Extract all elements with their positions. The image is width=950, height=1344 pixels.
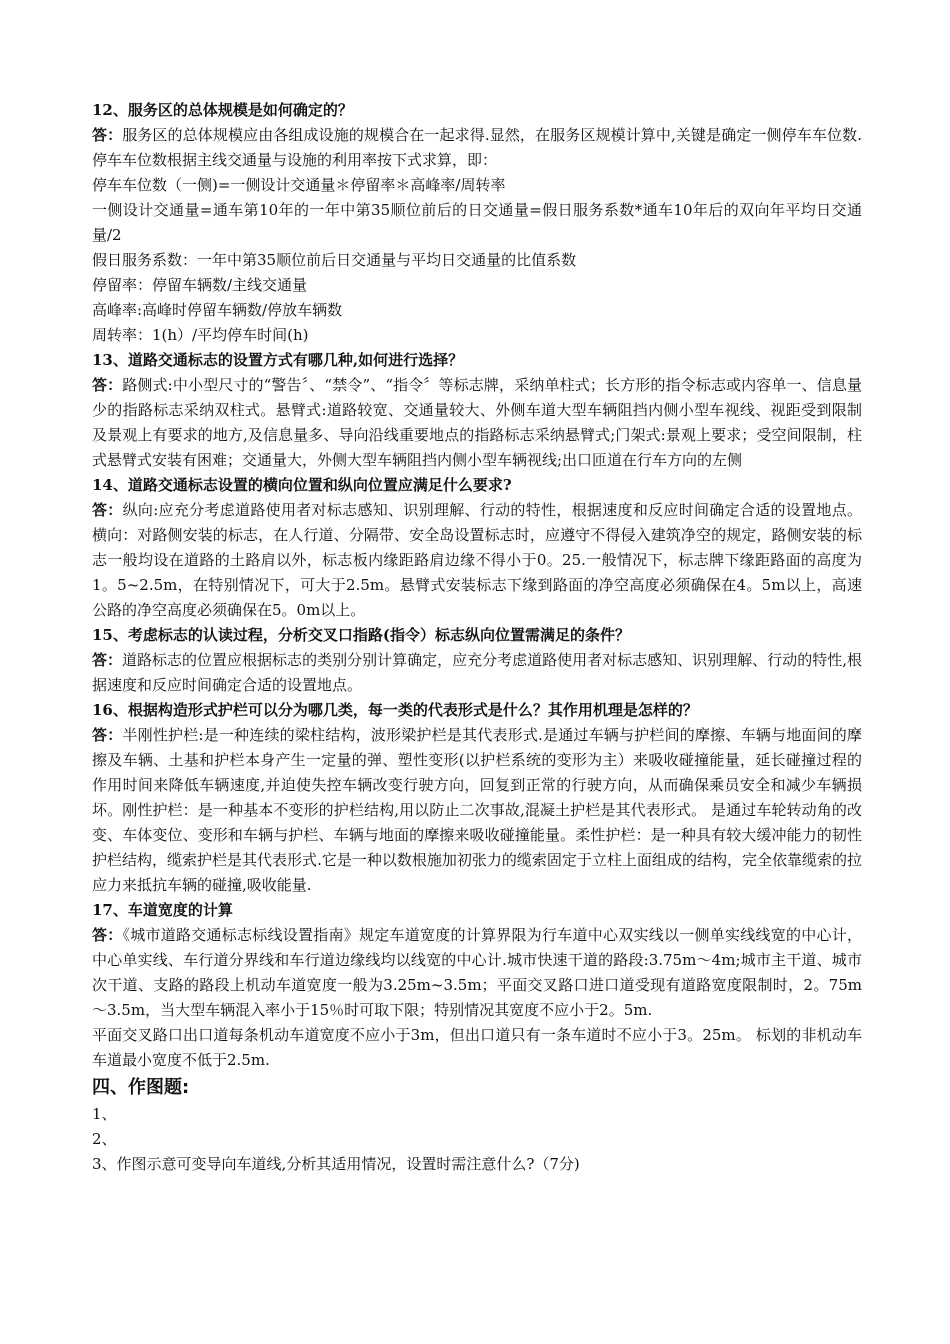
answer-label: 答： <box>92 126 123 144</box>
document-body <box>92 98 862 1177</box>
question-17-title: 17、车道宽度的计算 <box>92 901 233 919</box>
answer-label: 答： <box>92 926 123 944</box>
formula-line: 停车车位数（一侧)=一侧设计交通量＊停留率＊高峰率/周转率 <box>92 176 506 194</box>
drawing-item: 1、 <box>92 1105 117 1123</box>
formula-line: 周转率：1(h）/平均停车时间(h) <box>92 326 309 344</box>
answer-15-text: 道路标志的位置应根据标志的类别分别计算确定，应充分考虑道路使用者对标志感知、识别理解、行动的特性,根据速度和反应时间确定合适的设置地点。 <box>92 651 862 694</box>
answer-label: 答： <box>92 726 123 744</box>
question-14-title: 14、道路交通标志设置的横向位置和纵向位置应满足什么要求? <box>92 476 512 494</box>
formula-line: 假日服务系数：一年中第35顺位前后日交通量与平均日交通量的比值系数 <box>92 251 577 269</box>
answer-17 <box>92 923 862 1023</box>
section-4-heading: 四、作图题: <box>92 1077 190 1098</box>
question-15-title: 15、考虑标志的认读过程，分析交叉口指路(指令）标志纵向位置需满足的条件？ <box>92 626 630 644</box>
drawing-item: 2、 <box>92 1130 117 1148</box>
answer-12-text: 服务区的总体规模应由各组成设施的规模合在一起求得.显然，在服务区规模计算中,关键是确定一侧停车车位数.停车车位数根据主线交通量与设施的利用率按下式求算，即： <box>92 126 862 169</box>
answer-13-text: 路侧式:中小型尺寸的“警告〞、“禁令”、“指令〞等标志牌，采纳单柱式；长方形的指令标志或内容单一、信息量少的指路标志采纳双柱式。悬臂式:道路较宽、交通量较大、外侧车道大型车辆阻挡内侧小型车视线、视距受到限制及景观上有要求的地方,及信息量多、导向沿线重要地点的指路标志采纳悬臂式;门架式:景观上要求；受空间限制，柱式悬臂式安装有困难；交通量大，外侧大型车辆阻挡内侧小型车辆视线;出口匝道在行车方向的左侧 <box>92 376 862 469</box>
answer-16 <box>92 723 862 898</box>
formula-line: 高峰率:高峰时停留车辆数/停放车辆数 <box>92 301 343 319</box>
question-16-title: 16、根据构造形式护栏可以分为哪几类，每一类的代表形式是什么？其作用机理是怎样的？ <box>92 701 698 719</box>
answer-16-text: 半刚性护栏:是一种连续的梁柱结构，波形梁护栏是其代表形式.是通过车辆与护栏间的摩擦、车辆与地面间的摩擦及车辆、土基和护栏本身产生一定量的弹、塑性变形(以护栏系统的变形为主）来吸收碰撞能量，延长碰撞过程的作用时间来降低车辆速度,并迫使失控车辆改变行驶方向，回复到正常的行驶方向，从而确保乘员安全和减少车辆损坏。刚性护栏：是一种基本不变形的护栏结构,用以防止二次事故,混凝土护栏是其代表形式。 是通过车轮转动角的改变、车体变位、变形和车辆与护栏、车辆与地面的摩擦来吸收碰撞能量。柔性护栏：是一种具有较大缓冲能力的韧性护栏结构，缆索护栏是其代表形式.它是一种以数根施加初张力的缆索固定于立柱上面组成的结构，完全依靠缆索的拉应力来抵抗车辆的碰撞,吸收能量. <box>92 726 862 894</box>
answer-17-extra: 平面交叉路口出口道每条机动车道宽度不应小于3m，但出口道只有一条车道时不应小于3。25m。 标划的非机动车车道最小宽度不低于2.5m. <box>92 1026 862 1069</box>
answer-14-text: 纵向:应充分考虑道路使用者对标志感知、识别理解、行动的特性，根据速度和反应时间确定合适的设置地点。横向：对路侧安装的标志，在人行道、分隔带、安全岛设置标志时，应遵守不得侵入建筑净空的规定，路侧安装的标志一般均设在道路的土路肩以外，标志板内缘距路肩边缘不得小于0。25.一般情况下，标志牌下缘距路面的高度为1。5~2.5m，在特别情况下，可大于2.5m。悬臂式安装标志下缘到路面的净空高度必须确保在4。5m以上，高速公路的净空高度必须确保在5。0m以上。 <box>92 501 862 619</box>
formula-line: 一侧设计交通量=通车第10年的一年中第35顺位前后的日交通量=假日服务系数*通车10年后的双向年平均日交通量/2 <box>92 201 862 244</box>
answer-14 <box>92 498 862 623</box>
question-12-title: 12、服务区的总体规模是如何确定的？ <box>92 101 353 119</box>
drawing-item: 3、作图示意可变导向车道线,分析其适用情况，设置时需注意什么?（7分) <box>92 1155 580 1173</box>
answer-label: 答： <box>92 376 123 394</box>
answer-12 <box>92 123 862 173</box>
answer-15 <box>92 648 862 698</box>
answer-17-text: 《城市道路交通标志标线设置指南》规定车道宽度的计算界限为行车道中心双实线以一侧单实线线宽的中心计，中心单实线、车行道分界线和车行道边缘线均以线宽的中心计.城市快速干道的路段:3.75m～4m;城市主干道、城市次干道、支路的路段上机动车道宽度一般为3.25m~3.5m；平面交叉路口进口道受现有道路宽度限制时，2。75m～3.5m，当大型车辆混入率小于15％时可取下限；特别情况其宽度不应小于2。5m. <box>92 926 862 1019</box>
answer-label: 答： <box>92 501 123 519</box>
answer-label: 答： <box>92 651 123 669</box>
answer-13 <box>92 373 862 473</box>
question-13-title: 13、道路交通标志的设置方式有哪几种,如何进行选择？ <box>92 351 464 369</box>
formula-line: 停留率：停留车辆数/主线交通量 <box>92 276 308 294</box>
